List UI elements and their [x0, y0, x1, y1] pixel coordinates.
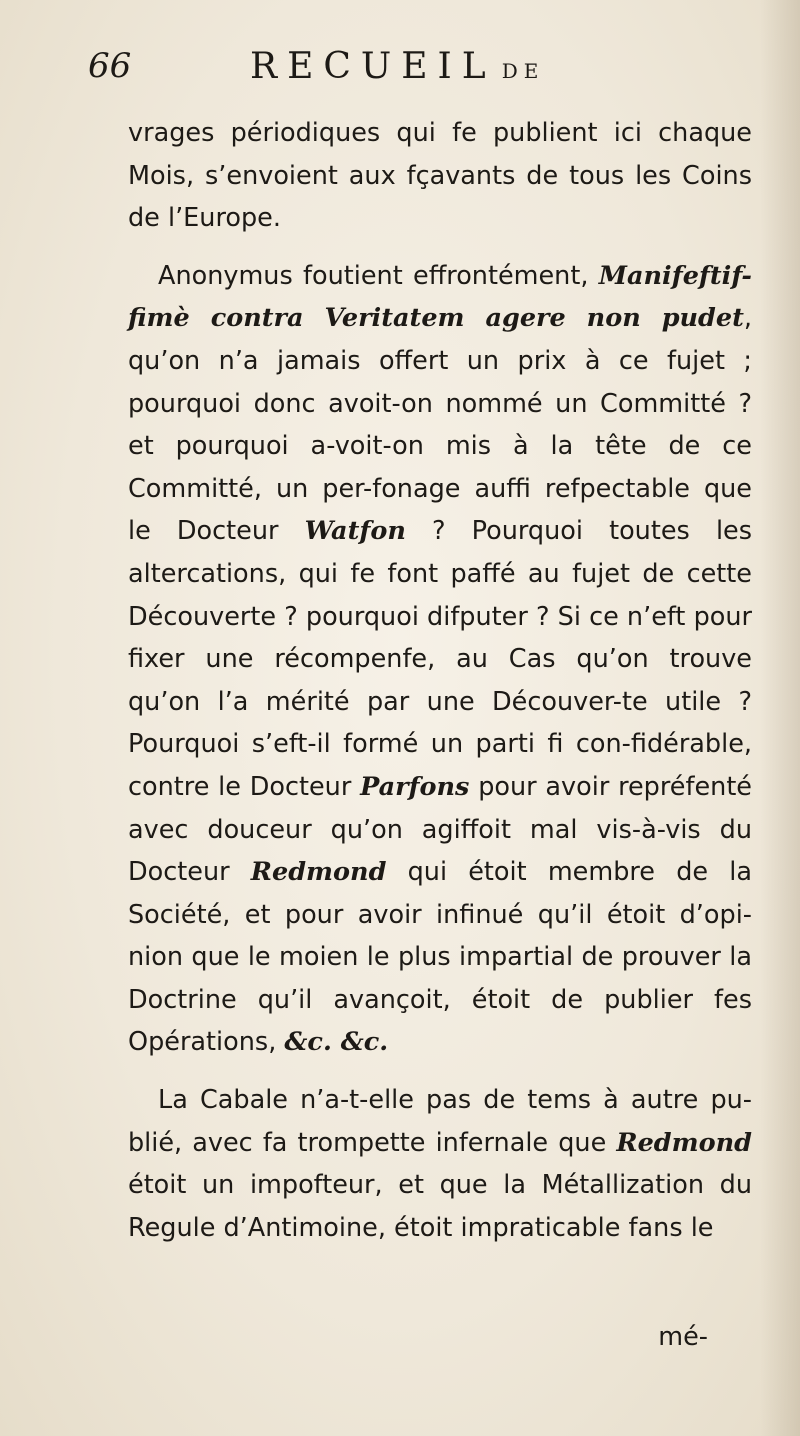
paragraph-text: La Cabale n’a-t-elle pas de tems à autre pu-blié, avec fa trompette infernale que [128, 1085, 752, 1158]
italic-quote: Manifeftif-fimè contra Veritatem agere non pudet [128, 260, 752, 334]
page-header [0, 46, 800, 96]
catchword: mé- [658, 1322, 708, 1352]
italic-name: Parfons [360, 771, 470, 802]
paragraph-2 [128, 255, 752, 1064]
italic-etc: &c. &c. [284, 1027, 389, 1058]
italic-name: Redmond [616, 1127, 752, 1158]
running-head-main: RECUEIL [250, 46, 496, 87]
italic-name: Watfon [304, 516, 406, 547]
paragraph-text: qui étoit membre de la Société, et pour avoir infinué qu’il étoit d’opi-nion que le moien le plus impartial de prouver la Doctrine qu’il avançoit, étoit de publier fes Opérations, [128, 857, 752, 1058]
body-text [128, 112, 752, 1249]
paragraph-text: Anonymus foutient effrontément, [158, 260, 599, 291]
page-edge-shadow [760, 0, 800, 1436]
paragraph-text: , qu’on n’a jamais offert un prix à ce fujet ; pourquoi donc avoit-on nommé un Committé ? et pourquoi a-voit-on mis à la tête de ce Committé, un per-fonage auffi refpectable que le Docteur [128, 303, 752, 547]
paragraph-text: pour avoir repréfenté avec douceur qu’on agiffoit mal vis-à-vis du Docteur [128, 771, 752, 888]
running-head-small: DE [501, 59, 545, 83]
italic-name: Redmond [250, 857, 387, 888]
paragraph-text: ? Pourquoi toutes les altercations, qui fe font paffé au fujet de cette Découverte ? pourquoi difputer ? Si ce n’eft pour fixer une récompenfe, au Cas qu’on trouve qu’on l’a mérité par une Découver-te utile ? Pourquoi s’eft-il formé un parti fi con-fidérable, contre le Docteur [128, 516, 752, 802]
page-number: 66 [88, 46, 132, 86]
running-head [250, 46, 544, 87]
paragraph-3 [128, 1079, 752, 1249]
paragraph-text: étoit un impofteur, et que la Métallization du Regule d’Antimoine, étoit impraticable fans le [128, 1170, 752, 1243]
paragraph-1 [128, 112, 752, 240]
paragraph-text: vrages périodiques qui fe publient ici chaque Mois, s’envoient aux fçavants de tous les Coins de l’Europe. [128, 118, 752, 234]
